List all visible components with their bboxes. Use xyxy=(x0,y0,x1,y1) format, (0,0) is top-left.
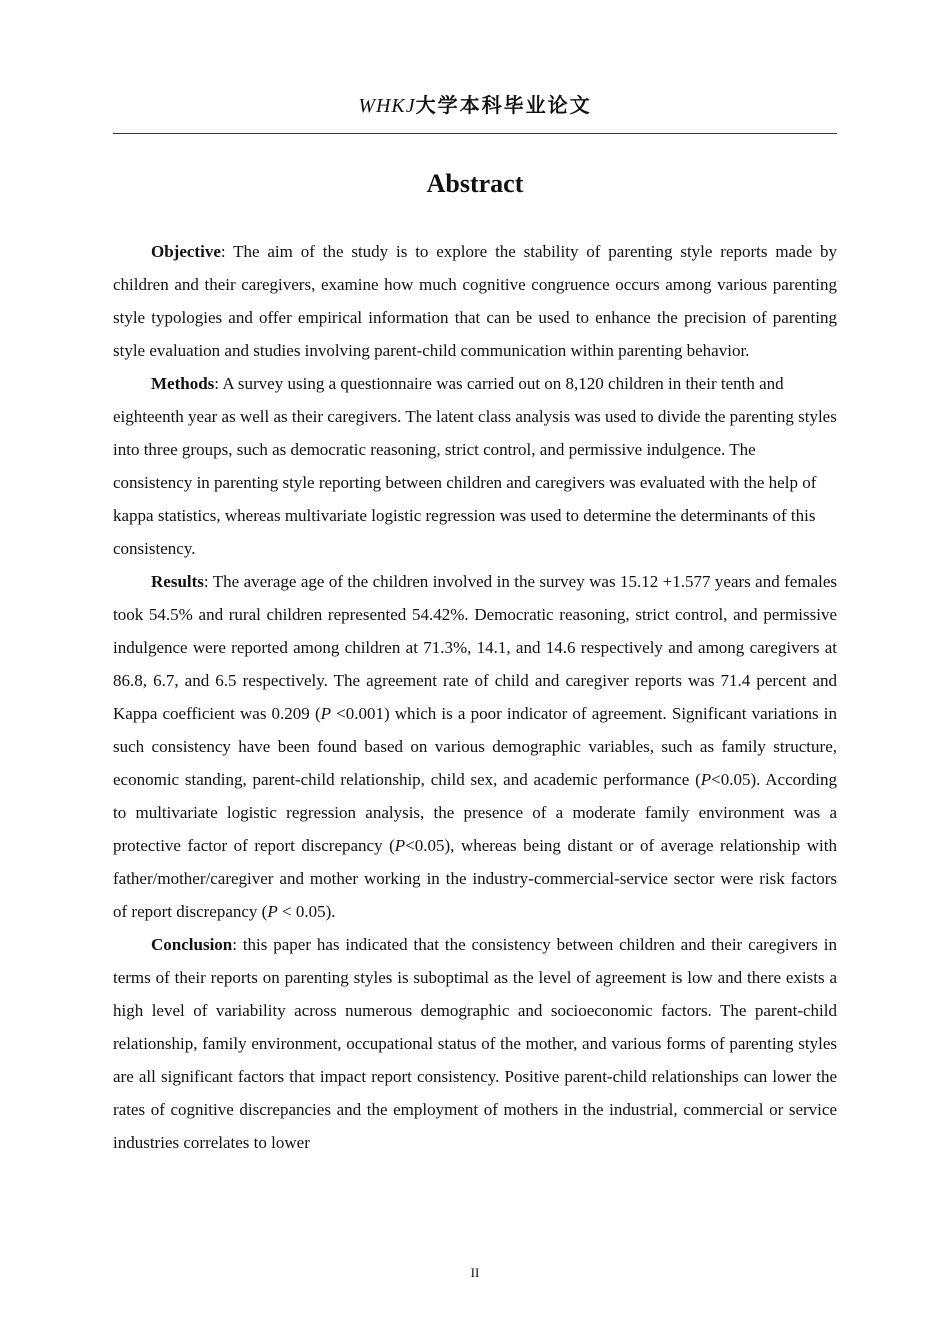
objective-label: Objective xyxy=(151,242,221,261)
results-text-5: < 0.05). xyxy=(277,902,336,921)
methods-text: : A survey using a questionnaire was carried out on 8,120 children in their tenth and eighteenth year as well as their caregivers. The latent class analysis was used to divide the parenting styles into three groups, such as democratic reasoning, strict control, and permissive indulgence. The consistency in parenting style reporting between children and caregivers was evaluated with the help of kappa statistics, whereas multivariate logistic regression was used to determine the determinants of this consistency. xyxy=(113,374,837,558)
results-text-3: <0.05). According to multivariate logistic regression analysis, the presence of a moderate family environment was a protective factor of report discrepancy ( xyxy=(113,770,838,855)
p-symbol: P xyxy=(394,836,406,855)
header-latin: WHKJ xyxy=(358,95,416,117)
p-symbol: P xyxy=(267,902,278,921)
conclusion-paragraph xyxy=(113,928,837,1159)
results-text-4: <0.05), whereas being distant or of average relationship with father/mother/caregiver and mother working in the industry-commercial-service sector were risk factors of report discrepancy ( xyxy=(113,836,838,921)
results-text-1: : The average age of the children involved in the survey was 15.12 +1.577 years and females took 54.5% and rural children represented 54.42%. Democratic reasoning, strict control, and permissive indulgence were reported among children at 71.3%, 14.1, and 14.6 respectively and among caregivers at 86.8, 6.7, and 6.5 respectively. The agreement rate of child and caregiver reports was 71.4 percent and Kappa coefficient was 0.209 ( xyxy=(113,572,837,723)
abstract-body xyxy=(113,235,837,1159)
objective-paragraph xyxy=(113,235,837,367)
header-rule xyxy=(113,133,837,134)
results-label: Results xyxy=(151,572,204,591)
conclusion-label: Conclusion xyxy=(151,935,233,954)
p-symbol: P xyxy=(320,704,331,723)
running-header xyxy=(113,90,837,121)
results-paragraph xyxy=(113,565,837,928)
methods-label: Methods xyxy=(151,374,215,393)
conclusion-text: : this paper has indicated that the consistency between children and their caregivers in terms of their reports on parenting styles is suboptimal as the level of agreement is low and there exists a high level of variability across numerous demographic and socioeconomic factors. The parent-child relationship, family environment, occupational status of the mother, and various forms of parenting styles are all significant factors that impact report consistency. Positive parent-child relationships can lower the rates of cognitive discrepancies and the employment of mothers in the industrial, commercial or service industries correlates to lower xyxy=(113,935,837,1152)
results-text-2: <0.001) which is a poor indicator of agreement. Significant variations in such consistency have been found based on various demographic variables, such as family structure, economic standing, parent-child relationship, child sex, and academic performance ( xyxy=(113,704,837,789)
objective-text: : The aim of the study is to explore the stability of parenting style reports made by children and their caregivers, examine how much cognitive congruence occurs among various parenting style typologies and offer empirical information that can be used to enhance the precision of parenting style evaluation and studies involving parent-child communication within parenting behavior. xyxy=(113,242,837,360)
header-cjk: 大学本科毕业论文 xyxy=(415,93,592,117)
page-number: II xyxy=(470,1265,480,1280)
page-title: Abstract xyxy=(426,169,524,198)
methods-paragraph xyxy=(113,367,837,565)
p-symbol: P xyxy=(700,770,712,789)
